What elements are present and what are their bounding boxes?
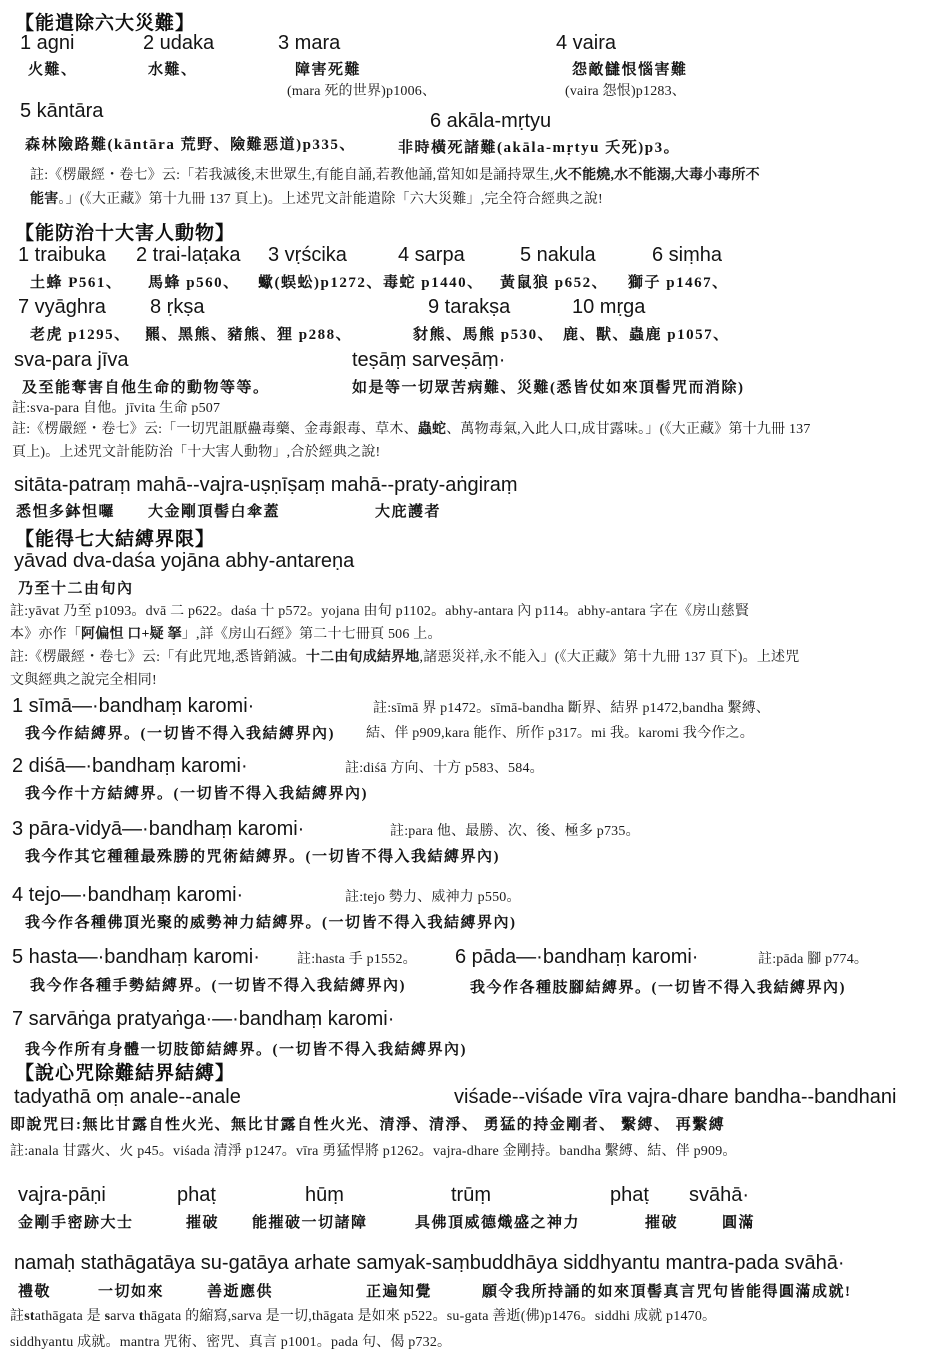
section2-sutra-note-line1: 註:《楞嚴經・卷七》云:「一切咒詛厭蠱毒藥、金毒銀毒、草木、蟲蛇、萬物毒氣,入此人口,成甘露味。」(《大正藏》第十九冊 137 xyxy=(12,422,811,437)
gloss-heart-mantra: 即說咒曰:無比甘露自性火光、無比甘露自性火光、清淨、清淨、 勇猛的持金剛者、 繫縛、 再繫縛 xyxy=(10,1117,726,1133)
term-akala-mrtyu: 6 akāla-mṛtyu xyxy=(430,110,552,132)
gloss-sima-bandham: 我今作結縛界。(一切皆不得入我結縛界內) xyxy=(25,726,335,742)
gloss-vaira-ref: (vaira 怨恨)p1283、 xyxy=(565,84,687,99)
gloss-sitata-patram: 悉怛多鉢怛囉 xyxy=(16,504,116,520)
gloss-traibuka: 土蜂 P561、 xyxy=(30,275,123,291)
term-hum: hūṃ xyxy=(305,1184,344,1206)
gloss-hum: 能摧破一切諸障 xyxy=(252,1215,368,1231)
note-pada: 註:pāda 腳 p774。 xyxy=(758,952,869,967)
section2-heading: 【能防治十大害人動物】 xyxy=(15,223,236,244)
gloss-trum: 具佛頂威德熾盛之神力 xyxy=(415,1215,581,1231)
gloss-phat-1: 摧破 xyxy=(186,1215,220,1231)
term-vyaghra: 7 vyāghra xyxy=(18,296,106,318)
gloss-simha: 獅子 p1467、 xyxy=(628,275,729,291)
term-simha: 6 siṃha xyxy=(652,244,723,266)
note-sima-line2: 結、伴 p909,kara 能作、所作 p317。mi 我。karomi 我今作之。 xyxy=(366,726,754,741)
gloss-vrscika: 蠍(蜈蚣)p1272、 xyxy=(258,275,383,291)
gloss-samyak: 正遍知覺 xyxy=(366,1284,433,1300)
gloss-akala-mrtyu: 非時橫死諸難(akāla-mṛtyu 夭死)p3。 xyxy=(398,140,681,156)
term-phat-2: phaṭ xyxy=(610,1184,649,1206)
section4-heading: 【說心咒除難結界結縛】 xyxy=(15,1063,236,1084)
gloss-mara: 障害死難 xyxy=(295,62,362,78)
final-vocab-note-line2: siddhyantu 成就。mantra 咒術、密咒、真言 p1001。pada 句、偈 p732。 xyxy=(10,1335,452,1350)
term-sitata-patram: sitāta-patraṃ mahā--vajra-uṣṇīṣaṃ mahā--praty-aṅgiraṃ xyxy=(14,474,518,496)
term-phat-1: phaṭ xyxy=(177,1184,216,1206)
term-agni: 1 agni xyxy=(20,32,75,54)
term-yavad: yāvad dva-daśa yojāna abhy-antareṇa xyxy=(14,550,355,572)
section1-sutra-note-line2: 能害。」(《大正藏》第十九冊 137 頁上)。上述咒文計能遣除「六大災難」,完全符合經典之說! xyxy=(30,192,603,207)
section2-vocab-note: 註:sva-para 自他。jīvita 生命 p507 xyxy=(12,401,221,416)
term-vajra-pani: vajra-pāṇi xyxy=(18,1184,106,1206)
term-tadyatha-anale: tadyathā oṃ anale--anale xyxy=(14,1086,241,1108)
gloss-kantara: 森林險路難(kāntāra 荒野、險難惡道)p335、 xyxy=(25,137,356,153)
term-mara: 3 mara xyxy=(278,32,341,54)
note-hasta: 註:hasta 手 p1552。 xyxy=(297,952,417,967)
term-tesam-sarvesam: teṣāṃ sarveṣāṃ· xyxy=(352,349,506,371)
gloss-pada-bandham: 我今作各種肢腳結縛界。(一切皆不得入我結縛界內) xyxy=(470,980,846,996)
section3-sutra-note-line2: 文與經典之說完全相同! xyxy=(10,673,157,688)
term-disa-bandham: 2 diśā—·bandhaṃ karomi· xyxy=(12,755,248,777)
gloss-udaka: 水難、 xyxy=(148,62,198,78)
gloss-sarvanga-pratyanga: 我今作所有身體一切肢節結縛界。(一切皆不得入我結縛界內) xyxy=(25,1042,467,1058)
gloss-vaira: 怨敵讎恨惱害難 xyxy=(572,62,688,78)
term-namah-stathagataya: namaḥ stathāgatāya su-gatāya arhate samyak-saṃbuddhāya siddhyantu mantra-pada svāhā· xyxy=(14,1252,845,1274)
term-sarpa: 4 sarpa xyxy=(398,244,465,266)
term-para-vidya-bandham: 3 pāra-vidyā—·bandhaṃ karomi· xyxy=(12,818,305,840)
term-mrga: 10 mṛga xyxy=(572,296,646,318)
gloss-namah: 禮敬 xyxy=(18,1284,52,1300)
gloss-tesam-sarvesam: 如是等一切眾苦病難、災難(悉皆仗如來頂髻咒而消除) xyxy=(352,380,745,396)
term-sva-para-jiva: sva-para jīva xyxy=(14,349,129,371)
section4-vocab-note: 註:anala 甘露火、火 p45。viśada 清淨 p1247。vīra 勇猛悍將 p1262。vajra-dhare 金剛持。bandha 繫縛、結、伴 p909。 xyxy=(10,1144,737,1159)
term-kantara: 5 kāntāra xyxy=(20,100,104,122)
gloss-vajra-pani: 金剛手密跡大士 xyxy=(18,1215,134,1231)
final-vocab-note-line1: 註stathāgata 是 sarva thāgata 的縮寫,sarva 是一切,thāgata 是如來 p522。su-gata 善逝(佛)p1476。siddhi 成就 p1470。 xyxy=(10,1309,717,1324)
term-taraksa: 9 tarakṣa xyxy=(428,296,511,318)
term-trai-lataka: 2 trai-laṭaka xyxy=(136,244,241,266)
gloss-sarpa: 毒蛇 p1440、 xyxy=(383,275,484,291)
term-tejo-bandham: 4 tejo—·bandhaṃ karomi· xyxy=(12,884,244,906)
section3-vocab-note-line2: 本》亦作「阿偏怛 口+疑 拏」,詳《房山石經》第二十七冊頁 506 上。 xyxy=(10,627,442,642)
term-sima-bandham: 1 sīmā—·bandhaṃ karomi· xyxy=(12,695,255,717)
term-trum: trūṃ xyxy=(451,1184,491,1206)
gloss-maha-vajra-usnisam: 大金剛頂髻白傘蓋 xyxy=(148,504,281,520)
term-vaira: 4 vaira xyxy=(556,32,617,54)
gloss-taraksa: 豺熊、馬熊 p530、 xyxy=(413,327,555,343)
note-sima-line1: 註:sīmā 界 p1472。sīmā-bandha 斷界、結界 p1472,bandha 繫縛、 xyxy=(373,701,771,716)
gloss-yavad: 乃至十二由旬內 xyxy=(18,581,134,597)
section3-vocab-note-line1: 註:yāvat 乃至 p1093。dvā 二 p622。daśa 十 p572。yojana 由旬 p1102。abhy-antara 內 p114。abhy-antara 字在《房山慈賢 xyxy=(10,604,750,619)
gloss-siddhyantu: 願令我所持誦的如來頂髻真言咒句皆能得圓滿成就! xyxy=(482,1284,852,1300)
gloss-para-vidya-bandham: 我今作其它種種最殊勝的咒術結縛界。(一切皆不得入我結縛界內) xyxy=(25,849,500,865)
term-nakula: 5 nakula xyxy=(520,244,596,266)
note-disa: 註:diśā 方向、十方 p583、584。 xyxy=(345,761,544,776)
gloss-sva-para-jiva: 及至能奪害自他生命的動物等等。 xyxy=(22,380,270,396)
gloss-disa-bandham: 我今作十方結縛界。(一切皆不得入我結縛界內) xyxy=(25,786,368,802)
term-traibuka: 1 traibuka xyxy=(18,244,106,266)
gloss-rksa: 羆、黑熊、豬熊、狸 p288、 xyxy=(145,327,353,343)
term-visade-vajra-dhare: viśade--viśade vīra vajra-dhare bandha--bandhani xyxy=(454,1086,897,1108)
term-rksa: 8 ṛkṣa xyxy=(150,296,205,318)
term-udaka: 2 udaka xyxy=(143,32,215,54)
note-para-vidya: 註:para 他、最勝、次、後、極多 p735。 xyxy=(390,824,640,839)
gloss-maha-praty-angiram: 大庇護者 xyxy=(375,504,442,520)
gloss-phat-2: 摧破 xyxy=(645,1215,679,1231)
term-pada-bandham: 6 pāda—·bandhaṃ karomi· xyxy=(455,946,699,968)
term-hasta-bandham: 5 hasta—·bandhaṃ karomi· xyxy=(12,946,260,968)
gloss-mrga: 鹿、獸、蟲鹿 p1057、 xyxy=(563,327,730,343)
term-svaha-1: svāhā· xyxy=(689,1184,750,1206)
gloss-vyaghra: 老虎 p1295、 xyxy=(30,327,131,343)
section3-heading: 【能得七大結縛界限】 xyxy=(15,529,216,550)
gloss-stathagataya: 一切如來 xyxy=(98,1284,165,1300)
term-vrscika: 3 vṛścika xyxy=(268,244,347,266)
gloss-mara-ref: (mara 死的世界)p1006、 xyxy=(287,84,437,99)
note-tejo: 註:tejo 勢力、威神力 p550。 xyxy=(345,890,521,905)
section3-sutra-note-line1: 註:《楞嚴經・卷七》云:「有此咒地,悉皆銷滅。十二由旬成結界地,諸惡災祥,永不能入」(《大正藏》第十九冊 137 頁下)。上述咒 xyxy=(10,650,800,665)
section2-sutra-note-line2: 頁上)。上述咒文計能防治「十大害人動物」,合於經典之說! xyxy=(12,445,381,460)
gloss-su-gataya: 善逝應供 xyxy=(207,1284,274,1300)
section1-heading: 【能遣除六大災難】 xyxy=(15,13,196,34)
term-sarvanga-pratyanga: 7 sarvāṅga pratyaṅga·—·bandhaṃ karomi· xyxy=(12,1008,395,1030)
gloss-agni: 火難、 xyxy=(28,62,78,78)
gloss-tejo-bandham: 我今作各種佛頂光聚的威勢神力結縛界。(一切皆不得入我結縛界內) xyxy=(25,915,517,931)
section1-sutra-note-line1: 註:《楞嚴經・卷七》云:「若我滅後,末世眾生,有能自誦,若教他誦,當知如是誦持眾生,火不能燒,水不能溺,大毒小毒所不 xyxy=(30,168,760,183)
gloss-svaha-1: 圓滿 xyxy=(722,1215,756,1231)
gloss-hasta-bandham: 我今作各種手勢結縛界。(一切皆不得入我結縛界內) xyxy=(30,978,406,994)
gloss-nakula: 黃鼠狼 p652、 xyxy=(500,275,609,291)
gloss-trai-lataka: 馬蜂 p560、 xyxy=(148,275,240,291)
